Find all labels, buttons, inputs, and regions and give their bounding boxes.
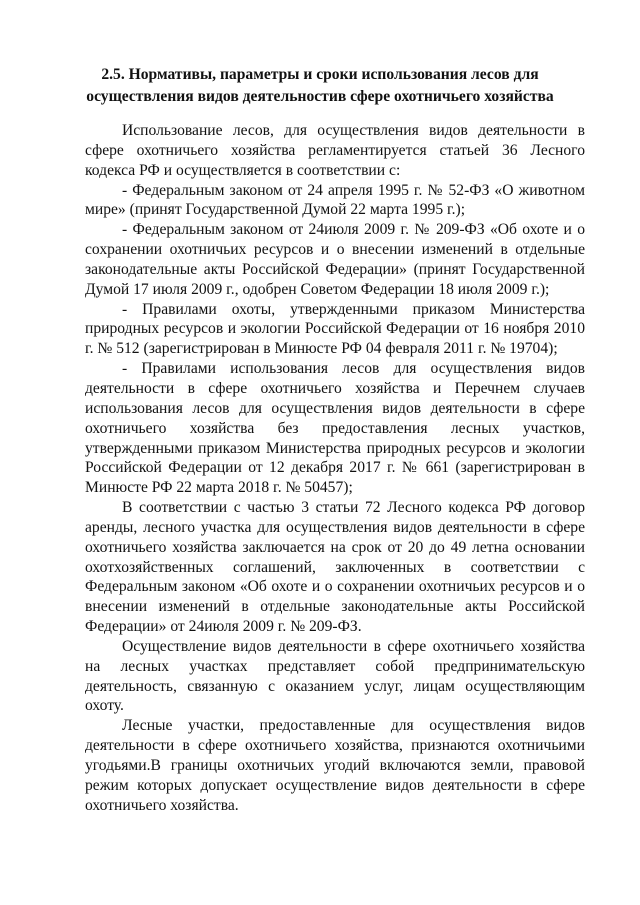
section-heading-line-2: осуществления видов деятельностив сфере охотничьего хозяйства xyxy=(86,87,554,105)
section-heading-line-1: 2.5. Нормативы, параметры и сроки использования лесов для xyxy=(101,66,539,83)
paragraph-forest-use-rules: - Правилами использования лесов для осуществления видов деятельности в сфере охотничьего хозяйства и Перечнем случаев использования лесов для осуществления видов деятельности в сфере охотничьего хозяйства без предоставления лесных участков, утвержденными приказом Министерства природных ресурсов и экологии Российской Федерации от 12 декабря 2017 г. № 661 (зарегистрирован в Минюсте РФ 22 марта 2018 г. № 50457); xyxy=(85,360,585,497)
document-body xyxy=(85,121,585,816)
paragraph-law-hunting: - Федеральным законом от 24июля 2009 г. № 209-ФЗ «Об охоте и о сохранении охотничьих ресурсов и о внесении изменений в отдельные законодательные акты Российской Федерации» (принят Государственной Думой 17 июля 2009 г., одобрен Советом Федерации 18 июля 2009 г.); xyxy=(85,221,585,298)
paragraph-hunting-grounds: Лесные участки, предоставленные для осуществления видов деятельности в сфере охотничьего хозяйства, признаются охотничьими угодьями.В границы охотничьих угодий включаются земли, правовой режим которых допускает осуществление видов деятельности в сфере охотничьего хозяйства. xyxy=(85,717,585,814)
paragraph-intro: Использование лесов, для осуществления видов деятельности в сфере охотничьего хозяйства регламентируется статьей 36 Лесного кодекса РФ и осуществляется в соответствии с: xyxy=(85,122,585,179)
paragraph-business-activity: Осуществление видов деятельности в сфере охотничьего хозяйства на лесных участках представляет собой предпринимательскую деятельность, связанную с оказанием услуг, лицам осуществляющим охоту. xyxy=(85,637,585,715)
paragraph-hunting-rules: - Правилами охоты, утвержденными приказом Министерства природных ресурсов и экологии Российской Федерации от 16 ноября 2010 г. № 512 (зарегистрирован в Минюсте РФ 04 февраля 2011 г. № 19704); xyxy=(85,300,585,358)
paragraph-law-animal-world: - Федеральным законом от 24 апреля 1995 г. № 52-ФЗ «О животном мире» (принят Государственной Думой 22 марта 1995 г.); xyxy=(85,181,585,219)
section-heading xyxy=(70,64,570,107)
paragraph-lease-term: В соответствии с частью 3 статьи 72 Лесного кодекса РФ договор аренды, лесного участка для осуществления видов деятельности в сфере охотничьего хозяйства заключается на срок от 20 до 49 летна основании охотхозяйственных соглашений, заключенных в соответствии с Федеральным законом «Об охоте и о сохранении охотничьих ресурсов и о внесении изменений в отдельные законодательные акты Российской Федерации» от 24июля 2009 г. № 209-ФЗ. xyxy=(85,499,585,636)
